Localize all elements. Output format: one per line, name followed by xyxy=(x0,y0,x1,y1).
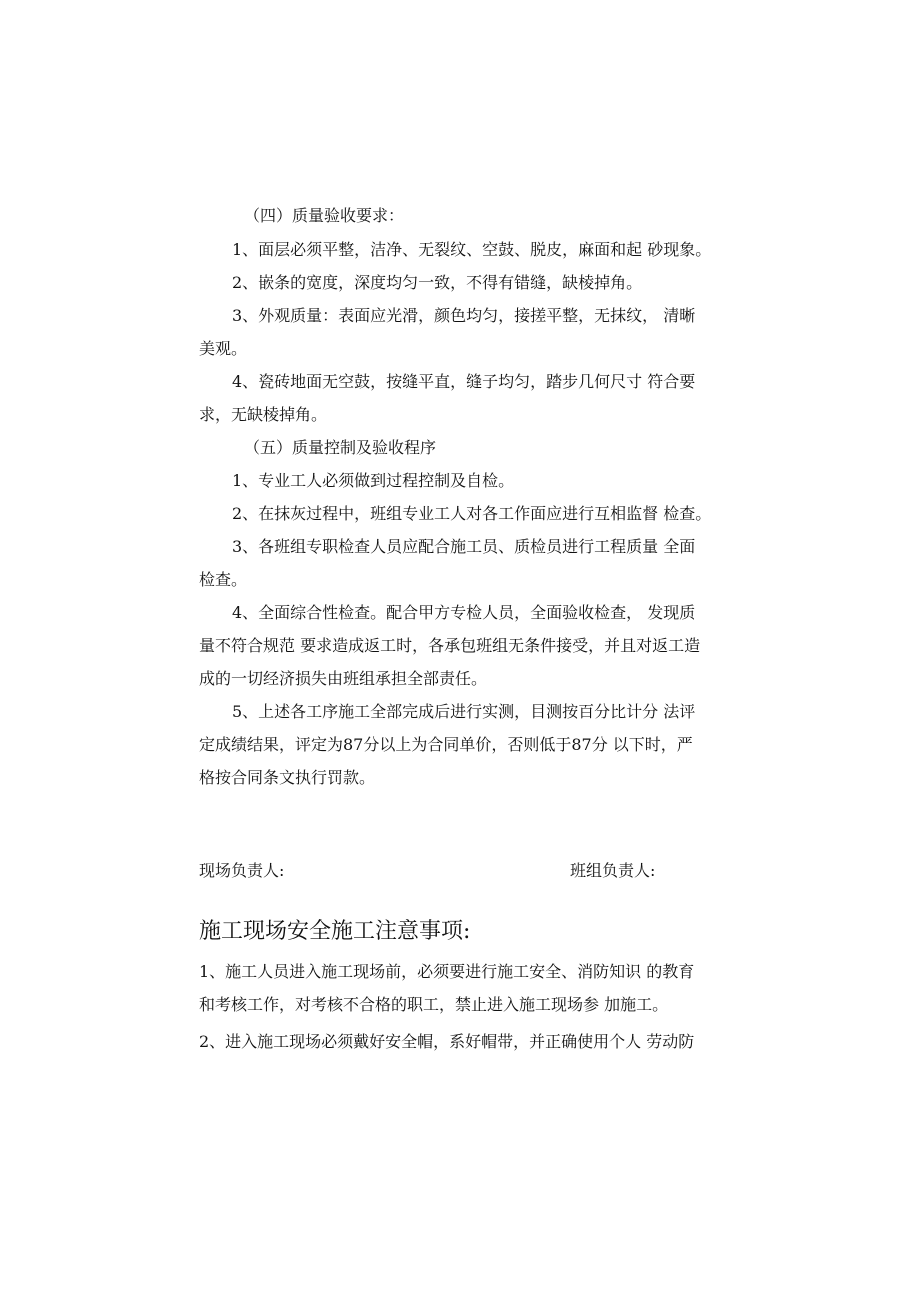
team-leader-signature-label: 班组负责人: xyxy=(570,861,656,880)
control-item-5-line-1: 5、上述各工序施工全部完成后进行实测，目测按百分比计分 法评 xyxy=(232,702,696,721)
safety-item-1-line-2: 和考核工作，对考核不合格的职工，禁止进入施工现场参 加施工。 xyxy=(199,995,669,1014)
control-item-5-line-2: 定成绩结果，评定为87分以上为合同单价，否则低于87分 以下时，严 xyxy=(199,735,693,754)
safety-item-2-line-1: 2、进入施工现场必须戴好安全帽，系好帽带，并正确使用个人 劳动防 xyxy=(199,1032,695,1051)
acceptance-item-4-line-1: 4、瓷砖地面无空鼓，按缝平直，缝子均匀，踏步几何尺寸 符合要 xyxy=(232,372,696,391)
control-item-4-line-1: 4、全面综合性检查。配合甲方专检人员，全面验收检查， 发现质 xyxy=(232,603,696,622)
acceptance-item-3-line-1: 3、外观质量：表面应光滑，颜色均匀，接搓平整，无抹纹， 清晰 xyxy=(232,306,696,325)
safety-item-1-line-1: 1、施工人员进入施工现场前，必须要进行施工安全、消防知识 的教育 xyxy=(199,962,695,981)
control-item-3-line-2: 检查。 xyxy=(199,570,248,589)
acceptance-item-3-line-2: 美观。 xyxy=(199,339,248,358)
safety-section-title: 施工现场安全施工注意事项: xyxy=(199,919,471,944)
acceptance-item-1: 1、面层必须平整，洁净、无裂纹、空鼓、脱皮，麻面和起 砂现象。 xyxy=(232,240,712,259)
control-item-4-line-3: 成的一切经济损失由班组承担全部责任。 xyxy=(199,669,488,688)
control-item-4-line-2: 量不符合规范 要求造成返工时，各承包班组无条件接受，并且对返工造 xyxy=(199,636,701,655)
control-item-3-line-1: 3、各班组专职检查人员应配合施工员、质检员进行工程质量 全面 xyxy=(232,537,696,556)
control-item-1: 1、专业工人必须做到过程控制及自检。 xyxy=(232,471,515,490)
acceptance-item-4-line-2: 求，无缺棱掉角。 xyxy=(199,405,328,424)
control-item-2: 2、在抹灰过程中，班组专业工人对各工作面应进行互相监督 检查。 xyxy=(232,504,712,523)
site-manager-signature-label: 现场负责人: xyxy=(199,861,285,880)
section-heading-quality-acceptance: （四）质量验收要求： xyxy=(244,206,405,225)
section-heading-quality-control: （五）质量控制及验收程序 xyxy=(244,438,437,457)
control-item-5-line-3: 格按合同条文执行罚款。 xyxy=(199,768,376,787)
acceptance-item-2: 2、嵌条的宽度，深度均匀一致，不得有错缝，缺棱掉角。 xyxy=(232,273,643,292)
